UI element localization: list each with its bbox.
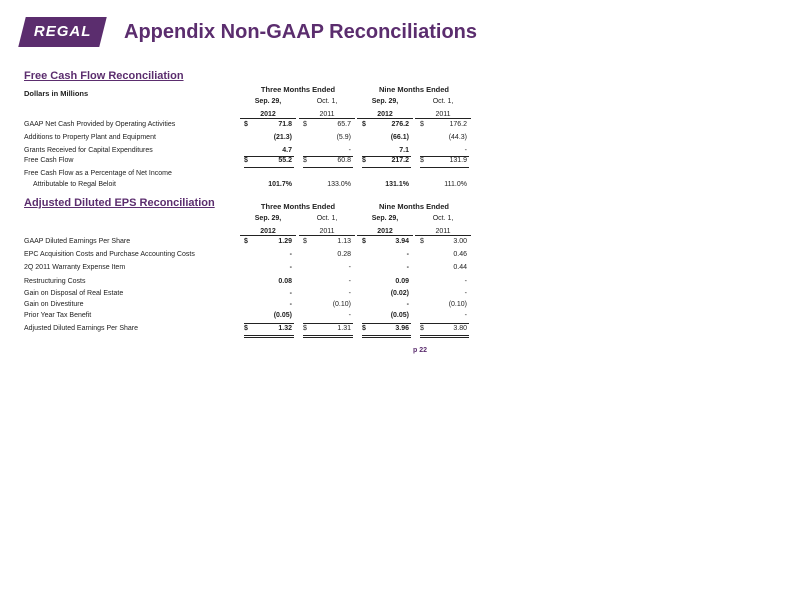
- fcf-total-underline: [420, 167, 469, 168]
- fcf-value-cell: 60.8: [337, 157, 351, 164]
- fcf-dollar-sign: $: [420, 121, 424, 128]
- eps-row-label: Adjusted Diluted Earnings Per Share: [24, 325, 139, 332]
- eps-value-cell: -: [464, 290, 467, 297]
- eps-row-label: GAAP Diluted Earnings Per Share: [24, 238, 131, 245]
- fcf-row-label: Grants Received for Capital Expenditures: [24, 147, 153, 154]
- eps-row-label: Prior Year Tax Benefit: [24, 312, 92, 319]
- eps-value-cell: -: [289, 251, 292, 258]
- eps-col-date: Oct. 1,: [316, 215, 338, 222]
- fcf-value-cell: 131.9: [449, 157, 467, 164]
- eps-row-label: Gain on Divestiture: [24, 301, 84, 308]
- fcf-units-label: Dollars in Millions: [24, 89, 89, 98]
- fcf-col-date: Sep. 29,: [371, 98, 399, 105]
- fcf-dollar-sign: $: [244, 157, 248, 164]
- eps-col-year: 2012: [357, 228, 413, 236]
- eps-value-cell: 3.94: [395, 238, 409, 245]
- fcf-row-label: GAAP Net Cash Provided by Operating Activities: [24, 121, 176, 128]
- eps-col-date: Sep. 29,: [371, 215, 399, 222]
- eps-total-double-underline: [244, 337, 294, 338]
- fcf-value-cell: 55.2: [278, 157, 292, 164]
- fcf-col-year: 2011: [299, 111, 355, 119]
- fcf-value-cell: (5.9): [336, 134, 351, 141]
- fcf-dollar-sign: $: [362, 121, 366, 128]
- eps-row-label: Restructuring Costs: [24, 278, 86, 285]
- eps-value-cell: 0.09: [395, 278, 409, 285]
- fcf-group-three-months: Three Months Ended: [260, 85, 336, 94]
- fcf-subtotal-rule: [303, 156, 353, 157]
- fcf-col-year: 2012: [240, 111, 296, 119]
- eps-total-underline: [303, 335, 353, 336]
- fcf-dollar-sign: $: [244, 121, 248, 128]
- eps-value-cell: 3.96: [395, 325, 409, 332]
- eps-row-label: Gain on Disposal of Real Estate: [24, 290, 124, 297]
- fcf-col-date: Oct. 1,: [316, 98, 338, 105]
- eps-value-cell: 1.13: [337, 238, 351, 245]
- eps-value-cell: -: [464, 278, 467, 285]
- fcf-value-cell: 217.2: [391, 157, 409, 164]
- eps-value-cell: (0.02): [390, 290, 409, 297]
- fcf-dollar-sign: $: [420, 157, 424, 164]
- eps-total-double-underline: [420, 337, 469, 338]
- fcf-dollar-sign: $: [303, 121, 307, 128]
- fcf-section-title: Free Cash Flow Reconciliation: [24, 70, 184, 82]
- fcf-col-year: 2011: [415, 111, 471, 119]
- eps-value-cell: 3.00: [453, 238, 467, 245]
- page-title: Appendix Non-GAAP Reconciliations: [124, 21, 477, 43]
- fcf-row-label: Additions to Property Plant and Equipment: [24, 134, 156, 141]
- eps-total-double-underline: [362, 337, 411, 338]
- eps-subtotal-rule: [303, 323, 353, 324]
- eps-col-date: Oct. 1,: [432, 215, 454, 222]
- fcf-value-cell: -: [464, 147, 467, 154]
- eps-value-cell: (0.10): [332, 301, 351, 308]
- eps-col-year: 2011: [415, 228, 471, 236]
- fcf-value-cell: 131.1%: [385, 181, 409, 188]
- eps-value-cell: 1.31: [337, 325, 351, 332]
- eps-subtotal-rule: [244, 323, 294, 324]
- fcf-value-cell: 4.7: [282, 147, 292, 154]
- eps-value-cell: -: [348, 312, 351, 319]
- eps-col-year: 2012: [240, 228, 296, 236]
- eps-dollar-sign: $: [244, 325, 248, 332]
- fcf-value-cell: 276.2: [391, 121, 409, 128]
- eps-value-cell: 1.32: [278, 325, 292, 332]
- eps-value-cell: (0.05): [273, 312, 292, 319]
- fcf-value-cell: 176.2: [449, 121, 467, 128]
- fcf-value-cell: (66.1): [390, 134, 409, 141]
- fcf-group-nine-months: Nine Months Ended: [379, 85, 449, 94]
- eps-subtotal-rule: [420, 323, 469, 324]
- fcf-subtotal-rule: [420, 156, 469, 157]
- fcf-value-cell: 133.0%: [327, 181, 351, 188]
- page-number: p 22: [413, 347, 428, 354]
- fcf-total-underline: [244, 167, 294, 168]
- fcf-value-cell: 71.8: [278, 121, 292, 128]
- eps-value-cell: 0.44: [453, 264, 467, 271]
- eps-value-cell: -: [348, 278, 351, 285]
- fcf-value-cell: 101.7%: [268, 181, 292, 188]
- fcf-col-date: Oct. 1,: [432, 98, 454, 105]
- eps-value-cell: -: [406, 251, 409, 258]
- eps-value-cell: -: [348, 290, 351, 297]
- fcf-total-underline: [362, 167, 411, 168]
- eps-value-cell: -: [348, 264, 351, 271]
- fcf-row-label: Free Cash Flow: [24, 157, 74, 164]
- eps-total-underline: [362, 335, 411, 336]
- eps-row-label: 2Q 2011 Warranty Expense Item: [24, 264, 126, 271]
- eps-value-cell: 0.08: [278, 278, 292, 285]
- fcf-col-year: 2012: [357, 111, 413, 119]
- fcf-row-label-cont: Attributable to Regal Beloit: [33, 181, 116, 188]
- eps-dollar-sign: $: [244, 238, 248, 245]
- fcf-value-cell: (21.3): [273, 134, 292, 141]
- fcf-value-cell: -: [348, 147, 351, 154]
- fcf-col-date: Sep. 29,: [254, 98, 282, 105]
- eps-dollar-sign: $: [303, 325, 307, 332]
- eps-group-three-months: Three Months Ended: [260, 202, 336, 211]
- eps-value-cell: (0.10): [448, 301, 467, 308]
- eps-dollar-sign: $: [362, 238, 366, 245]
- fcf-dollar-sign: $: [303, 157, 307, 164]
- eps-row-label: EPC Acquisition Costs and Purchase Accounting Costs: [24, 251, 195, 258]
- fcf-total-underline: [303, 167, 353, 168]
- eps-value-cell: -: [464, 312, 467, 319]
- eps-total-underline: [420, 335, 469, 336]
- eps-group-nine-months: Nine Months Ended: [379, 202, 449, 211]
- eps-total-double-underline: [303, 337, 353, 338]
- eps-value-cell: 3.80: [453, 325, 467, 332]
- eps-value-cell: -: [406, 264, 409, 271]
- eps-dollar-sign: $: [420, 325, 424, 332]
- fcf-value-cell: 111.0%: [444, 181, 467, 188]
- fcf-subtotal-rule: [244, 156, 294, 157]
- regal-logo: [18, 17, 106, 47]
- eps-col-year: 2011: [299, 228, 355, 236]
- eps-dollar-sign: $: [362, 325, 366, 332]
- eps-subtotal-rule: [362, 323, 411, 324]
- eps-value-cell: -: [289, 301, 292, 308]
- eps-value-cell: 0.46: [453, 251, 467, 258]
- fcf-subtotal-rule: [362, 156, 411, 157]
- fcf-dollar-sign: $: [362, 157, 366, 164]
- eps-value-cell: -: [289, 290, 292, 297]
- eps-total-underline: [244, 335, 294, 336]
- fcf-value-cell: (44.3): [448, 134, 467, 141]
- eps-value-cell: -: [406, 301, 409, 308]
- eps-value-cell: -: [289, 264, 292, 271]
- eps-dollar-sign: $: [420, 238, 424, 245]
- fcf-row-label: Free Cash Flow as a Percentage of Net Income: [24, 170, 172, 177]
- eps-value-cell: (0.05): [390, 312, 409, 319]
- eps-value-cell: 1.29: [278, 238, 292, 245]
- logo-text: REGAL: [33, 23, 92, 40]
- eps-section-title: Adjusted Diluted EPS Reconciliation: [24, 197, 215, 209]
- fcf-value-cell: 65.7: [337, 121, 351, 128]
- eps-value-cell: 0.28: [337, 251, 351, 258]
- eps-col-date: Sep. 29,: [254, 215, 282, 222]
- fcf-value-cell: 7.1: [399, 147, 409, 154]
- eps-dollar-sign: $: [303, 238, 307, 245]
